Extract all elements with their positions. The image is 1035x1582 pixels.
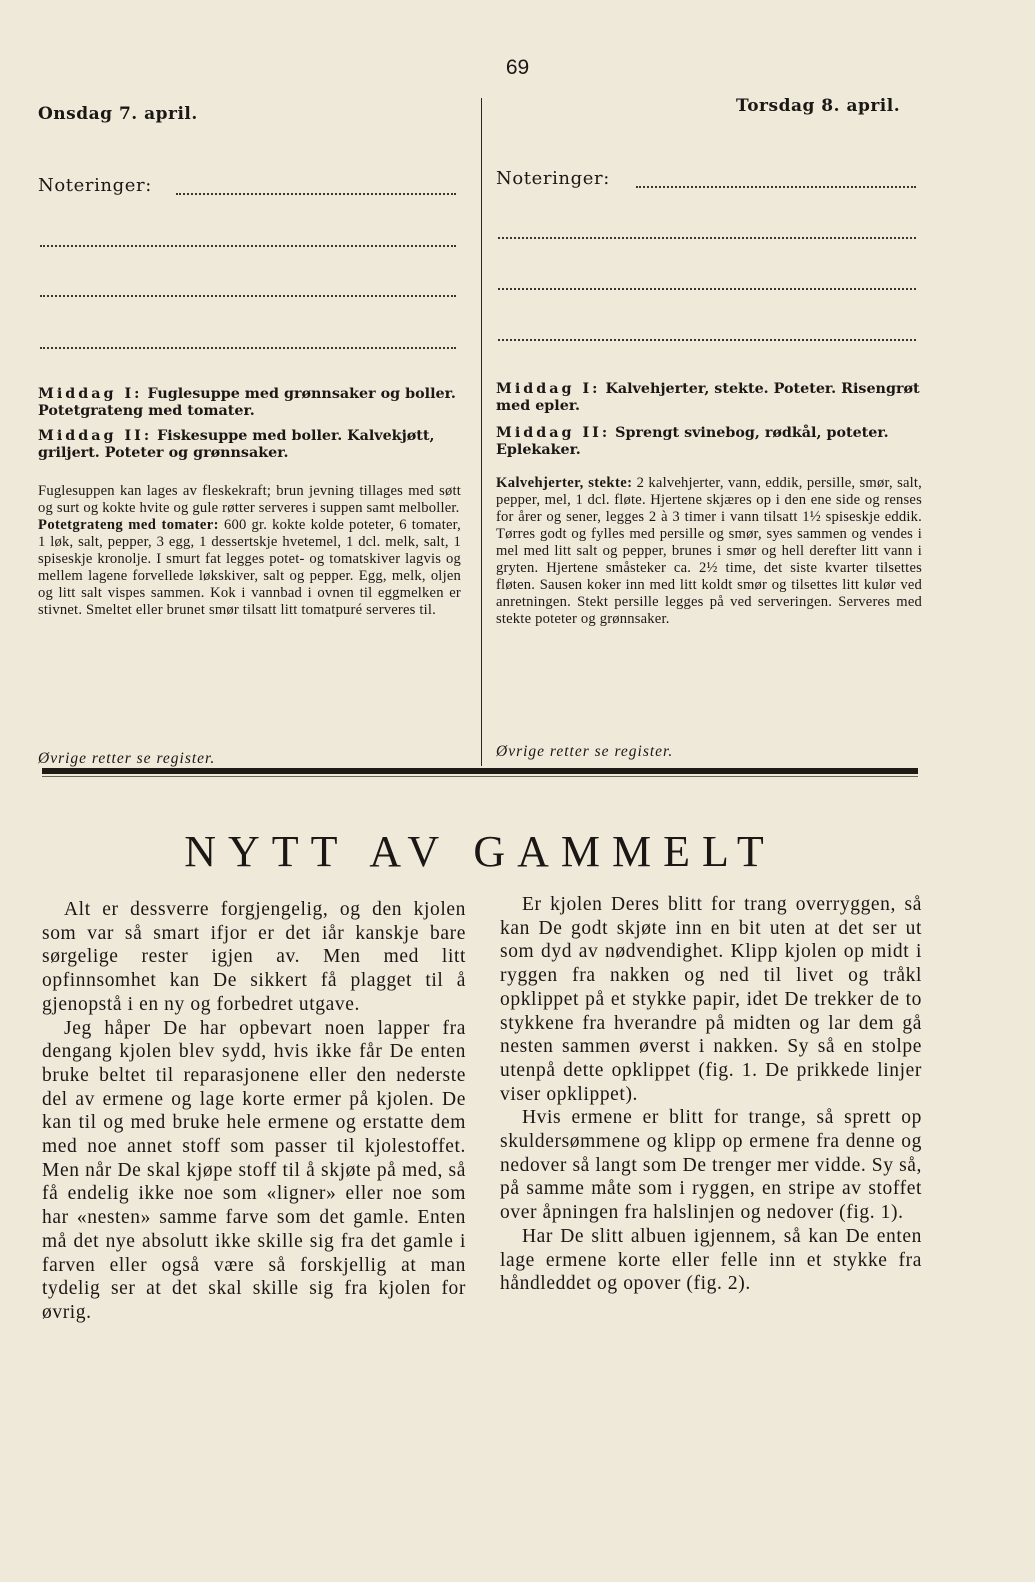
- menu-item: [38, 428, 461, 462]
- menu-text: Sprengt svinebog, rødkål, poteter. Eplekaker.: [496, 425, 889, 458]
- right-day-date: [736, 96, 900, 116]
- recipe-title: Kalvehjerter, stekte:: [496, 475, 633, 491]
- article-paragraph: Jeg håper De har opbevart noen lapper fra dengang kjolen blev sydd, hvis ikke får De enten bruke beltet til reparasjonene eller den nederste del av ermene og lage korte ermer på kjolen. De kan til og med bruke hele ermene og erstatte dem med noe annet stoff som passer til kjolestoffet. Men når De skal kjøpe stoff til å skjøte på med, så få endelig ikke noe som «ligner» eller noe som har «nesten» samme farve som det gamle. Enten må det nye absolutt ikke skille sig fra det gamle i farven eller også være så forskjellig at man tydelig ser at det skal skille sig fra kjolen for øvrig.: [42, 1017, 466, 1323]
- notes-label: Noteringer:: [38, 175, 152, 196]
- menu-text: Fiskesuppe med boller. Kalvekjøtt, griljert. Poteter og grønnsaker.: [38, 428, 435, 461]
- notes-dotted-line[interactable]: [40, 347, 456, 349]
- recipe-text: Fuglesuppen kan lages av fleskekraft; brun jevning tillages med søtt og surt og kokte hvite og gule røtter serveres i suppen samt melboller.: [38, 483, 461, 516]
- right-footer: [496, 741, 922, 761]
- notes-dotted-line[interactable]: [498, 288, 916, 290]
- article-right-column: [500, 893, 922, 1296]
- article-headline: NYTT AV GAMMELT: [184, 827, 776, 876]
- article-left-column: [42, 898, 466, 1325]
- recipe-paragraph: [496, 475, 922, 628]
- left-recipes: [38, 483, 461, 619]
- left-menu: [38, 386, 461, 462]
- menu-label: Middag II:: [496, 425, 611, 441]
- menu-label: Middag I:: [38, 386, 143, 402]
- notes-label: Noteringer:: [496, 168, 610, 189]
- article-paragraph: Er kjolen Deres blitt for trang overryggen, så kan De godt skjøte inn en bit uten at det ser ut som dyd av nødvendighet. Klipp kjolen op midt i ryggen fra nakken og ned til livet og tråkl opklippet på et stykke papir, idet De trekker de to stykkene fra hverandre på midten og lar dem gå nesten sammen øverst i nakken. Sy så en stolpe utenpå dette opklippet (fig. 1. De prikkede linjer viser opklippet).: [500, 894, 922, 1105]
- left-day-date: [38, 104, 461, 124]
- menu-item: [38, 386, 461, 420]
- recipe-text: 2 kalvehjerter, vann, eddik, persille, smør, salt, pepper, mel, 1 dcl. fløte. Hjertene skjæres op i den ene side og renses for årer og sener, legges 2 à 3 timer i vann tilsatt 1½ spiseskje eddik. Tørres godt og fylles med persille og smør, syes sammen og vendes i mel med litt salt og pepper, brunes i smør og hell derefter litt vann i gryten. Hjertene småsteker ca. 2½ time, det siste kvarter tilsettes fløten. Sausen koker inn med litt koldt smør og tilsettes litt kulør ved anretningen. Stekt persille legges på ved serveringen. Serveres med stekte poteter og grønnsaker.: [496, 475, 922, 627]
- column-divider: [481, 98, 482, 766]
- menu-text: Kalvehjerter, stekte. Poteter. Risengrøt med epler.: [496, 381, 920, 414]
- notes-dotted-line[interactable]: [636, 186, 916, 188]
- article-paragraph: Alt er dessverre forgjengelig, og den kjolen som var så smart ifjor er det iår kanskje bare sørgelige rester igjen av. Men med litt opfinnsomhet kan De sikkert få plagget til å gjenopstå i en ny og forbedret utgave.: [42, 899, 466, 1015]
- date-heading: Onsdag 7. april.: [38, 104, 198, 124]
- section-rule: [42, 768, 918, 774]
- register-note: Øvrige retter se register.: [38, 750, 216, 767]
- menu-label: Middag I:: [496, 381, 601, 397]
- section-rule-thin: [42, 776, 918, 777]
- menu-item: [496, 381, 922, 415]
- menu-label: Middag II:: [38, 428, 153, 444]
- menu-item: [496, 425, 922, 459]
- date-heading: Torsdag 8. april.: [736, 96, 901, 116]
- left-footer: [38, 748, 461, 768]
- register-note: Øvrige retter se register.: [496, 743, 674, 760]
- right-recipes: [496, 475, 922, 628]
- notes-dotted-line[interactable]: [176, 193, 456, 195]
- article-paragraph: Har De slitt albuen igjennem, så kan De enten lage ermene korte eller felle inn et stykke fra håndleddet og opover (fig. 2).: [500, 1225, 922, 1295]
- notes-dotted-line[interactable]: [40, 245, 456, 247]
- notes-dotted-line[interactable]: [498, 339, 916, 341]
- article-paragraph: Hvis ermene er blitt for trange, så sprett op skuldersømmene og klipp op ermene fra denne og nedover så langt som De trenger mer vidde. Sy så, på samme måte som i ryggen, en stripe av stoffet over åpningen fra halslinjen og nedover (fig. 1).: [500, 1107, 922, 1224]
- notes-dotted-line[interactable]: [498, 237, 916, 239]
- notes-dotted-line[interactable]: [40, 295, 456, 297]
- recipe-paragraph: [38, 483, 461, 517]
- recipe-title: Potetgrateng med tomater:: [38, 517, 219, 533]
- page-number: 69: [505, 56, 530, 79]
- menu-text: Fuglesuppe med grønnsaker og boller. Potetgrateng med tomater.: [38, 386, 456, 419]
- right-menu: [496, 381, 922, 459]
- recipe-paragraph: [38, 517, 461, 619]
- recipe-text: 600 gr. kokte kolde poteter, 6 tomater, 1 løk, salt, pepper, 3 egg, 1 dessertskje hvetemel, 1 dcl. melk, salt, 1 spiseskje kronolje. I smurt fat legges potet- og tomatskiver lagvis og mellem lagene forvellede løkskiver, salt og pepper. Egg, melk, oljen og litt salt vispes sammen. Kok i vannbad i ovnen til eggmelken er stivnet. Smeltet eller brunet smør tilsatt litt tomatpuré serveres til.: [38, 517, 461, 618]
